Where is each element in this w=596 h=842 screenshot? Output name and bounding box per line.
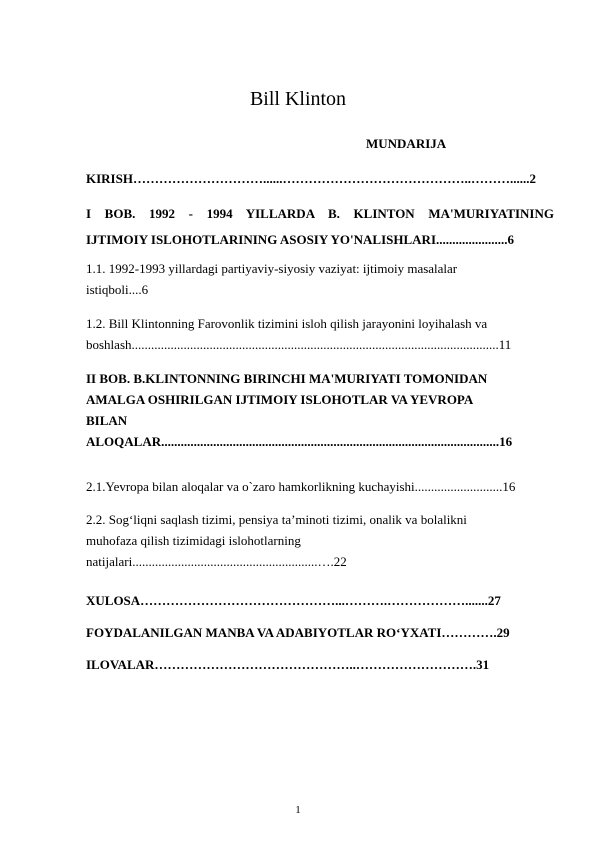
toc-1-2-line1: 1.2. Bill Klintonning Farovonlik tizimini isloh qilish jarayonini loyihalash va [86,316,488,331]
toc-1-1-line1: 1.1. 1992-1993 yillardagi partiyaviy-siyosiy vaziyat: ijtimoiy masalalar [86,261,458,276]
toc-foydalanilgan-text: FOYDALANILGAN MANBA VA ADABIYOTLAR RO‘YXATI………….29 [86,625,510,640]
document-title: Bill Klinton [249,88,347,110]
toc-xulosa-text: XULOSA………………………………………...……….……………….......27 [86,593,501,608]
toc-bob2-line3: BILAN [86,413,128,428]
toc-entry-1-1 [86,258,554,300]
page-number: 1 [295,804,301,816]
toc-2-1-text: 2.1.Yevropa bilan aloqalar va o`zaro hamkorlikning kuchayishi...........................16 [86,479,516,494]
toc-entry-ilovalar [86,654,554,675]
toc-entry-1-2 [86,313,554,355]
toc-entry-foydalanilgan [86,622,554,643]
toc-entry-bob1 [86,203,554,250]
toc-1-2-line2: boshlash.................................................................................................................11 [86,337,512,352]
toc-entry-kirish [86,168,554,189]
contents-heading: MUNDARIJA [366,136,447,151]
toc-bob2-line4: ALOQALAR........................................................................................................16 [86,434,513,449]
toc-entry-xulosa [86,590,554,611]
toc-bob1-line1: I BOB. 1992 - 1994 YILLARDA B. KLINTON MA'MURIYATINING [86,206,554,221]
toc-1-1-line2: istiqboli....6 [86,282,149,297]
toc-bob2-line2: AMALGA OSHIRILGAN IJTIMOIY ISLOHOTLAR VA YEVROPA [86,392,474,407]
toc-2-2-line3: natijalari.........................................................….22 [86,554,347,569]
toc-2-2-line1: 2.2. Sog‘liqni saqlash tizimi, pensiya ta’minoti tizimi, onalik va bolalikni [86,512,467,527]
toc-bob1-line2: IJTIMOIY ISLOHOTLARINING ASOSIY YO'NALISHLARI......................6 [86,232,514,247]
toc-entry-2-2 [86,509,554,572]
toc-2-2-line2: muhofaza qilish tizimidagi islohotlarning [86,533,301,548]
toc-bob2-line1: II BOB. B.KLINTONNING BIRINCHI MA'MURIYATI TOMONIDAN [86,371,488,386]
toc-entry-bob2 [86,368,554,452]
toc-entry-2-1 [86,476,554,497]
toc-ilovalar-text: ILOVALAR………………………………………..……………………….31 [86,657,490,672]
toc-kirish-text: KIRISH…………………………......……………………………………..………......2 [86,171,536,186]
